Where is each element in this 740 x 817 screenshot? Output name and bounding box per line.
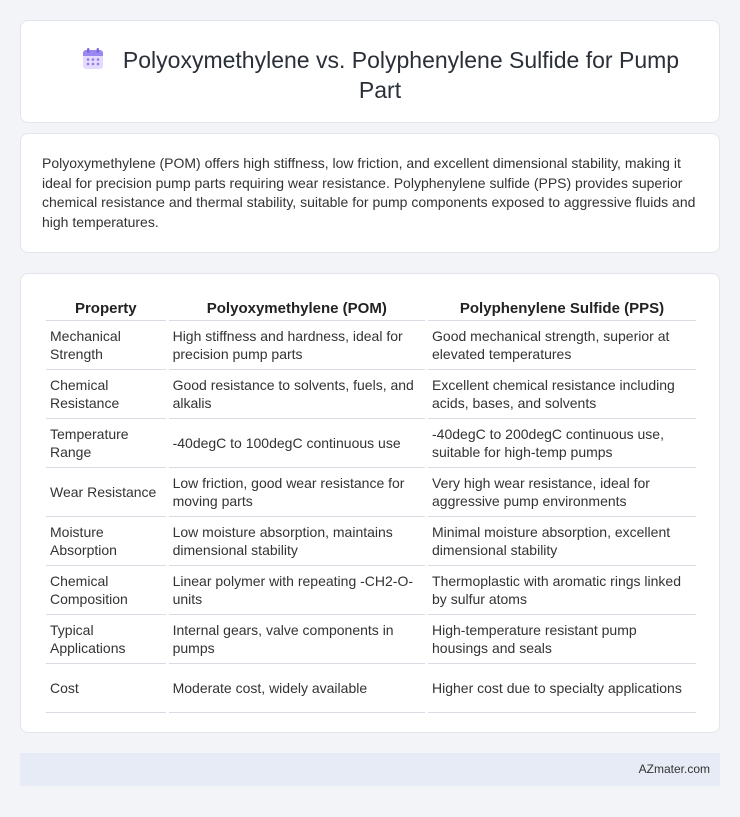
table-row [46, 664, 696, 713]
title-card [20, 20, 720, 123]
footer-site-name: AZmater.com [638, 762, 710, 776]
table-row [46, 419, 696, 468]
calendar-icon [81, 47, 105, 71]
cell-pom: -40degC to 100degC continuous use [169, 419, 425, 468]
header-property: Property [46, 294, 166, 321]
cell-pom: High stiffness and hardness, ideal for precision pump parts [169, 321, 425, 370]
cell-pps: Higher cost due to specialty applications [428, 664, 696, 713]
header-pps: Polyphenylene Sulfide (PPS) [428, 294, 696, 321]
table-row [46, 517, 696, 566]
cell-property: Moisture Absorption [46, 517, 166, 566]
table-header-row [46, 294, 696, 321]
page-title: Polyoxymethylene vs. Polyphenylene Sulfide for Pump Part [122, 47, 680, 103]
footer-bar [20, 753, 720, 786]
comparison-card [20, 273, 720, 733]
title-block [61, 45, 699, 105]
cell-pom: Moderate cost, widely available [169, 664, 425, 713]
table-row [46, 321, 696, 370]
header-pom: Polyoxymethylene (POM) [169, 294, 425, 321]
intro-card [20, 133, 720, 253]
table-row [46, 370, 696, 419]
cell-property: Chemical Resistance [46, 370, 166, 419]
table-row [46, 468, 696, 517]
cell-property: Wear Resistance [46, 468, 166, 517]
cell-pps: Minimal moisture absorption, excellent dimensional stability [428, 517, 696, 566]
cell-pps: Very high wear resistance, ideal for aggressive pump environments [428, 468, 696, 517]
cell-pps: -40degC to 200degC continuous use, suitable for high-temp pumps [428, 419, 696, 468]
cell-pom: Low moisture absorption, maintains dimensional stability [169, 517, 425, 566]
cell-pps: Good mechanical strength, superior at elevated temperatures [428, 321, 696, 370]
cell-pom: Low friction, good wear resistance for moving parts [169, 468, 425, 517]
cell-pom: Internal gears, valve components in pumps [169, 615, 425, 664]
cell-property: Cost [46, 664, 166, 713]
cell-property: Typical Applications [46, 615, 166, 664]
intro-paragraph: Polyoxymethylene (POM) offers high stiffness, low friction, and excellent dimensional stability, making it ideal for precision pump parts requiring wear resistance. Polyphenylene sulfide (PPS) provides superior chemical resistance and thermal stability, suitable for pump components exposed to aggressive fluids and high temperatures. [42, 155, 696, 230]
cell-pps: High-temperature resistant pump housings and seals [428, 615, 696, 664]
cell-property: Mechanical Strength [46, 321, 166, 370]
cell-pom: Linear polymer with repeating -CH2-O- units [169, 566, 425, 615]
cell-property: Chemical Composition [46, 566, 166, 615]
cell-pps: Excellent chemical resistance including acids, bases, and solvents [428, 370, 696, 419]
comparison-table [43, 294, 699, 713]
cell-pom: Good resistance to solvents, fuels, and alkalis [169, 370, 425, 419]
cell-property: Temperature Range [46, 419, 166, 468]
table-row [46, 615, 696, 664]
cell-pps: Thermoplastic with aromatic rings linked by sulfur atoms [428, 566, 696, 615]
table-row [46, 566, 696, 615]
